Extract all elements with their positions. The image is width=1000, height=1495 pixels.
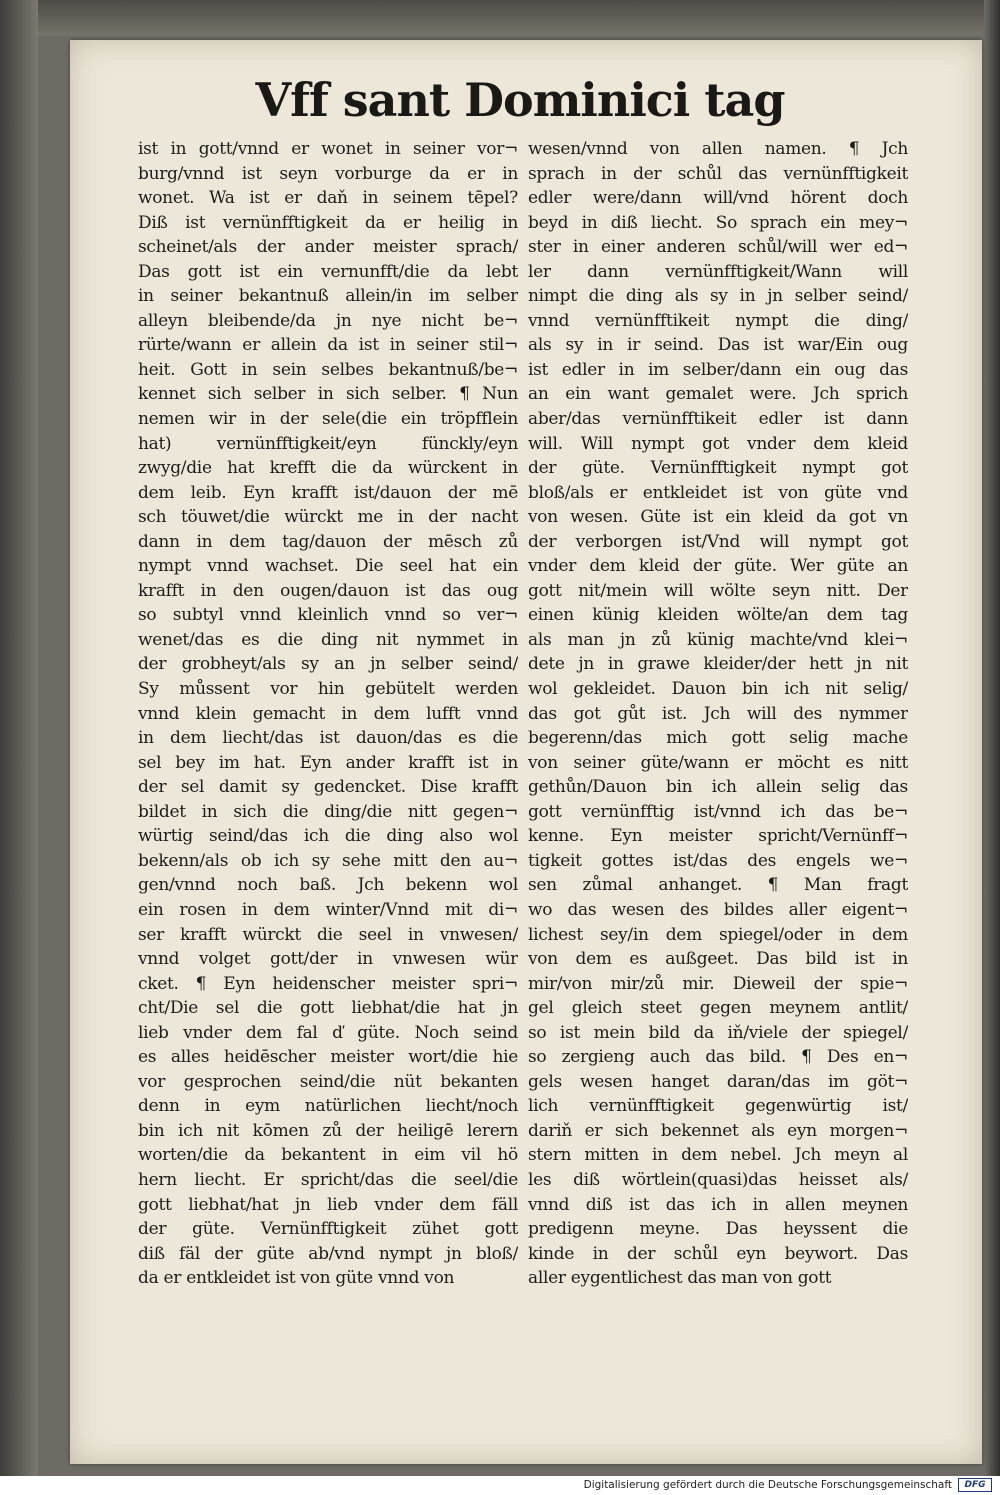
text-line: vnnd klein gemacht in dem lufft vnnd [138, 703, 518, 724]
text-line: sen zůmal anhanget. ¶ Man fragt [528, 875, 908, 896]
text-line: cht/Die sel die gott liebhat/die hat jn [138, 998, 518, 1019]
text-line: wonet. Wa ist er daň in seinem tēpel? [138, 188, 518, 209]
text-line: der güte. Vernünfftigkeit zühet gott [138, 1219, 518, 1240]
text-line: nympt vnnd wachset. Die seel hat ein [138, 556, 518, 577]
text-line: so subtyl vnnd kleinlich vnnd so ver¬ [138, 605, 518, 626]
text-line: sch töuwet/die würckt me in der nacht [138, 507, 518, 528]
text-line: der güte. Vernünfftigkeit nympt got [528, 458, 908, 479]
text-line: denn in eym natürlichen liecht/noch [138, 1096, 518, 1117]
text-line: gethůn/Dauon bin ich allein selig das [528, 777, 908, 798]
text-line: ler dann vernünfftigkeit/Wann will [528, 261, 908, 282]
text-line: sprach in der schůl das vernünfftigkeit [528, 163, 908, 184]
text-line: gott liebhat/hat jn lieb vnder dem fäll [138, 1194, 518, 1215]
text-line: kenne. Eyn meister spricht/Vernünff¬ [528, 826, 908, 847]
text-line: begerenn/das mich gott selig mache [528, 728, 908, 749]
text-line: der verborgen ist/Vnd will nympt got [528, 531, 908, 552]
footer-bar [0, 1476, 1000, 1495]
text-line: nimpt die ding als sy in jn selber seind/ [528, 286, 908, 307]
scan-right-edge [984, 0, 1000, 1476]
text-line: ist edler in im selber/dann ein oug das [528, 359, 908, 380]
text-line: gen/vnnd noch baß. Jch bekenn wol [138, 875, 518, 896]
text-line: kennet sich selber in sich selber. ¶ Nun [138, 384, 518, 405]
text-line: vnder dem kleid der güte. Wer güte an [528, 556, 908, 577]
text-line: würtig seind/das ich die ding also wol [138, 826, 518, 847]
text-line: von wesen. Güte ist ein kleid da got vn [528, 507, 908, 528]
text-line: Sy můssent vor hin gebütelt werden [138, 679, 518, 700]
text-line: lich vernünfftigkeit gegenwürtig ist/ [528, 1096, 908, 1117]
text-line: als man jn zů künig machte/vnd klei¬ [528, 629, 908, 650]
dfg-logo: DFG [958, 1478, 992, 1492]
funding-credit: Digitalisierung gefördert durch die Deutsche Forschungsgemeinschaft [583, 1479, 952, 1491]
text-line: wo das wesen des bildes aller eigent¬ [528, 899, 908, 920]
text-line: bekenn/als ob ich sy sehe mitt den au¬ [138, 850, 518, 871]
text-line: vnnd volget gott/der in vnwesen wür [138, 949, 518, 970]
text-line: aller eygentlichest das man von gott [528, 1268, 832, 1289]
text-line: tigkeit gottes ist/das des engels we¬ [528, 850, 908, 871]
text-line: gel gleich steet gegen meynem antlit/ [528, 998, 908, 1019]
text-line: vnnd diß ist das ich in allen meynen [528, 1194, 908, 1215]
text-line: krafft in den ougen/dauon ist das oug [138, 580, 518, 601]
text-line: nemen wir in der sele(die ein tröpfflein [138, 409, 518, 430]
text-line: vnnd vernünfftikeit nympt die ding/ [528, 310, 908, 331]
text-line: ist in gott/vnnd er wonet in seiner vor¬ [138, 139, 518, 159]
text-line: bin ich nit kōmen zů der heiligē lerern [138, 1120, 518, 1141]
text-line: burg/vnnd ist seyn vorburge da er in [138, 163, 518, 184]
text-line: worten/die da bekantent in eim vil hö [138, 1145, 518, 1166]
text-line: beyd in diß liecht. So sprach ein mey¬ [528, 212, 908, 233]
text-line: mir/von mir/zů mir. Dieweil der spie¬ [528, 973, 908, 994]
text-line: scheinet/als der ander meister sprach/ [138, 237, 518, 258]
text-line: Diß ist vernünfftigkeit da er heilig in [138, 212, 518, 233]
text-line: dann in dem tag/dauon der mēsch zů [138, 531, 518, 552]
text-line: von dem es außgeet. Das bild ist in [528, 949, 908, 970]
text-line: in seiner bekantnuß allein/in im selber [138, 286, 518, 307]
text-line: vor gesprochen seind/die nüt bekanten [138, 1071, 518, 1092]
text-line: rürte/wann er allein da ist in seiner stil¬ [138, 335, 518, 356]
show-through-left [92, 75, 172, 125]
text-line: ster in einer anderen schůl/will wer ed¬ [528, 237, 908, 258]
page-heading: Vff sant Dominici tag [255, 73, 785, 127]
text-line: an ein want gemalet were. Jch sprich [528, 384, 908, 405]
text-line: diß fäl der güte ab/vnd nympt jn bloß/ [138, 1243, 518, 1264]
text-line: dem leib. Eyn krafft ist/dauon der mē [138, 482, 518, 503]
text-line: dariň er sich bekennet als eyn morgen¬ [528, 1120, 908, 1141]
scan-left-edge [0, 0, 38, 1476]
text-line: als sy in ir seind. Das ist war/Ein oug [528, 335, 908, 356]
scan-top-edge [0, 0, 1000, 36]
text-line: gott vernünfftig ist/vnnd ich das be¬ [528, 801, 908, 822]
show-through-right [835, 50, 930, 120]
text-line: heit. Gott in sein selbes bekantnuß/be¬ [138, 359, 518, 380]
text-line: gels wesen hanget daran/das im göt¬ [528, 1071, 908, 1092]
text-line: lieb vnder dem fal ď güte. Noch seind [138, 1022, 518, 1043]
left-text-column [138, 137, 518, 1291]
text-line: alleyn bleibende/da jn nye nicht be¬ [138, 310, 518, 331]
text-line: so ist mein bild da iň/viele der spiegel/ [528, 1022, 908, 1043]
text-line: will. Will nympt got vnder dem kleid [528, 433, 908, 454]
text-line: aber/das vernünfftikeit edler ist dann [528, 409, 908, 430]
text-line: cket. ¶ Eyn heidenscher meister spri¬ [138, 973, 518, 994]
text-line: kinde in der schůl eyn beywort. Das [528, 1243, 908, 1264]
text-line: Das gott ist ein vernunfft/die da lebt [138, 261, 518, 282]
text-line: zwyg/die hat krefft die da würckent in [138, 458, 518, 479]
text-line: ser krafft würckt die seel in vnwesen/ [138, 924, 518, 945]
text-line: bloß/als er entkleidet ist von güte vnd [528, 482, 908, 503]
text-line: stern mitten in dem nebel. Jch meyn al [528, 1145, 908, 1166]
right-text-column [528, 137, 908, 1291]
text-line: es alles heidēscher meister wort/die hie [138, 1047, 518, 1068]
text-line: das got gůt ist. Jch will des nymmer [528, 703, 908, 724]
text-line: sel bey im hat. Eyn ander krafft ist in [138, 752, 518, 773]
text-line: bildet in sich die ding/die nitt gegen¬ [138, 801, 518, 822]
text-line: wol gekleidet. Dauon bin ich nit selig/ [528, 679, 908, 700]
text-line: hern liecht. Er spricht/das die seel/die [138, 1169, 518, 1190]
text-line: ein rosen in dem winter/Vnnd mit di¬ [138, 899, 518, 920]
text-line: edler were/dann will/vnd hörent doch [528, 188, 908, 209]
text-line: gott nit/mein will wölte seyn nitt. Der [528, 580, 908, 601]
text-line: wesen/vnnd von allen namen. ¶ Jch [528, 139, 908, 159]
text-line: von seiner güte/wann er möcht es nitt [528, 752, 908, 773]
text-line: so zergieng auch das bild. ¶ Des en¬ [528, 1047, 908, 1068]
text-line: der grobheyt/als sy an jn selber seind/ [138, 654, 518, 675]
text-line: der sel damit sy gedencket. Dise krafft [138, 777, 518, 798]
text-line: dete jn in grawe kleider/der hett jn nit [528, 654, 908, 675]
text-line: les diß wörtlein(quasi)das heisset als/ [528, 1169, 908, 1190]
text-line: lichest sey/in dem spiegel/oder in dem [528, 924, 908, 945]
text-line: einen künig kleiden wölte/an dem tag [528, 605, 908, 626]
text-line: in dem liecht/das ist dauon/das es die [138, 728, 518, 749]
text-line: predigenn meyne. Das heyssent die [528, 1219, 908, 1240]
text-line: wenet/das es die ding nit nymmet in [138, 629, 518, 650]
text-line: hat) vernünfftigkeit/eyn fünckly/eyn [138, 433, 518, 454]
text-line: da er entkleidet ist von güte vnnd von [138, 1268, 455, 1289]
